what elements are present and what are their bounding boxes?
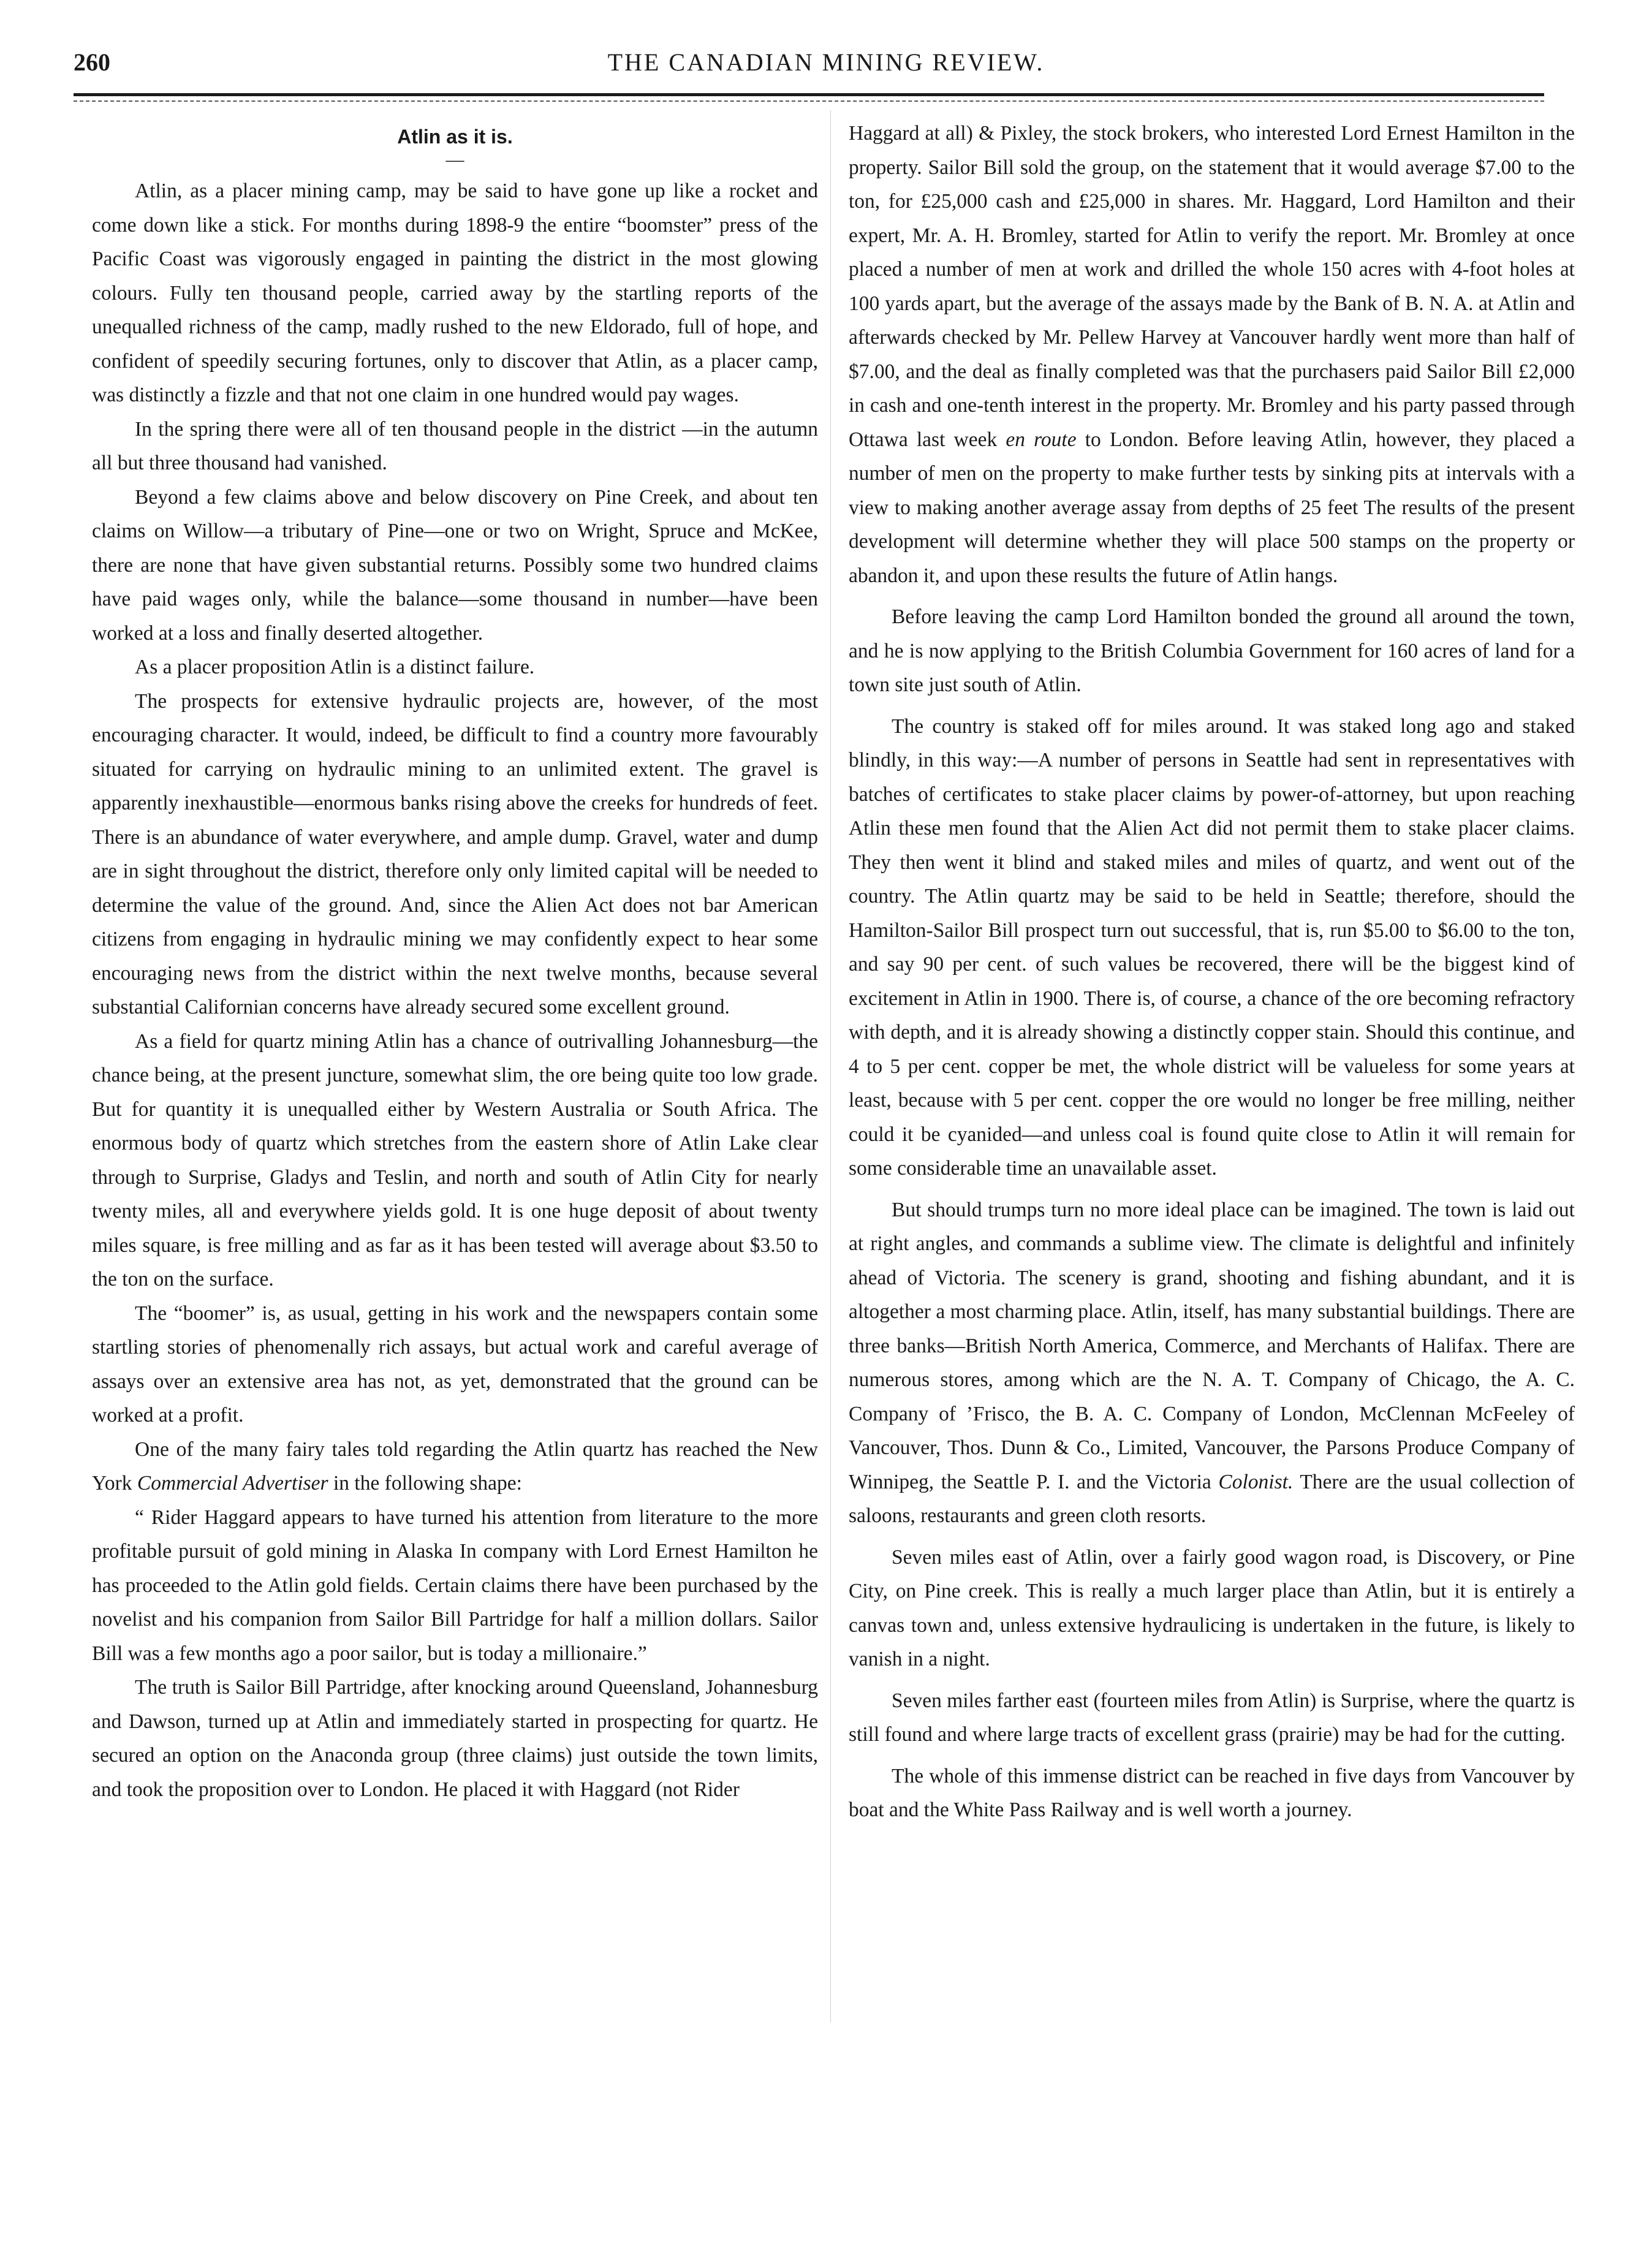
paragraph-text: There are the usual collection of saloons, restaurants and green cloth resorts. — [849, 1470, 1575, 1527]
left-column — [92, 116, 818, 2224]
page-number: 260 — [74, 48, 110, 76]
paragraph: The whole of this immense district can be reached in five days from Vancouver by boat and the White Pass Railway and is well worth a journey. — [849, 1764, 1575, 1821]
italic-phrase: en route — [1006, 428, 1077, 451]
newspaper-title: Commercial Advertiser — [137, 1472, 328, 1495]
paragraph-text: to London. Before leaving Atlin, however, they placed a number of men on the property to make further tests by sinking pits at intervals with a view to making another average assay from depths of 25 feet The results of the present development will determine whether they will place 500 stamps on the property or abandon it, and upon these results the future of Atlin hangs. — [849, 428, 1575, 587]
paragraph: The “boomer” is, as usual, getting in his work and the newspapers contain some startling stories of phenomenally rich assays, but actual work and careful average of assays over an extensive area has not, as yet, demonstrated that the ground can be worked at a profit. — [92, 1302, 818, 1427]
paragraph-text: Haggard at all) & Pixley, the stock brokers, who interested Lord Ernest Hamilton in the property. Sailor Bill sold the group, on the statement that it would average $7.00 to the ton, for £25,000 cash and £25,000 in shares. Mr. Haggard, Lord Hamilton and their expert, Mr. A. H. Bromley, started for Atlin to verify the report. Mr. Bromley at once placed a number of men at work and drilled the whole 150 acres with 4-foot holes at 100 yards apart, but the average of the assays made by the Bank of B. N. A. at Atlin and afterwards checked by Mr. Pellew Harvey at Vancouver hardly went more than half of $7.00, and the deal as finally completed was that the purchasers paid Sailor Bill £2,000 in cash and one-tenth interest in the property. Mr. Bromley and his party passed through Ottawa last week — [849, 122, 1575, 451]
paragraph: Atlin, as a placer mining camp, may be said to have gone up like a rocket and come down like a stick. For months during 1898-9 the entire “boomster” press of the Pacific Coast was vigorously engaged in painting the district in the most glowing colours. Fully ten thousand people, carried away by the startling reports of the unequalled richness of the camp, madly rushed to the new Eldorado, full of hope, and confident of speedily securing fortunes, only to discover that Atlin, as a placer camp, was distinctly a fizzle and that not one claim in one hundred would pay wages. — [92, 180, 818, 406]
newspaper-title: Colonist. — [1218, 1470, 1294, 1493]
paragraph: As a placer proposition Atlin is a distinct failure. — [135, 656, 535, 678]
article-title: Atlin as it is. — [397, 126, 513, 148]
paragraph: Beyond a few claims above and below discovery on Pine Creek, and about ten claims on Willow—a tributary of Pine—one or two on Wright, Spruce and McKee, there are none that have given substantial returns. Possibly some two hundred claims have paid wages only, while the balance—some thousand in number—have been worked at a loss and finally deserted altogether. — [92, 485, 818, 645]
paragraph-town — [849, 1193, 1575, 1533]
paragraph-fairy-tale — [92, 1433, 818, 1501]
right-column — [849, 116, 1575, 2224]
fairy-tale-intro-end: in the following shape: — [328, 1472, 522, 1495]
paragraph: The country is staked off for miles around. It was staked long ago and staked blindly, in this way:—A number of persons in Seattle had sent in representatives with batches of certificates to stake placer claims by power-of-attorney, but upon reaching Atlin these men found that the Alien Act did not permit them to stake placer claims. They then went it blind and staked miles and miles of quartz, and went out of the country. The Atlin quartz may be said to be held in Seattle; therefore, should the Hamilton-Sailor Bill prospect turn out successful, that is, run $5.00 to $6.00 to the ton, and say 90 per cent. of such values be recovered, there will be the biggest kind of excitement in Atlin in 1900. There is, of course, a chance of the ore becoming refractory with depth, and it is already showing a distinctly copper stain. Should this continue, and 4 to 5 per cent. copper be met, the whole district will be valueless for some years at least, because with 5 per cent. copper the ore would no longer be free milling, neither could it be cyanided—and unless coal is found quite close to Atlin it will remain for some considerable time an unavailable asset. — [849, 714, 1575, 1180]
header-rule — [74, 93, 1544, 96]
paragraph: As a field for quartz mining Atlin has a chance of outrivalling Johannesburg—the chance being, at the present juncture, somewhat slim, the ore being quite too low grade. But for quantity it is unequalled either by Western Australia or South Africa. The enormous body of quartz which stretches from the eastern shore of Atlin Lake clear through to Surprise, Gladys and Teslin, and north and south of Atlin City for nearly twenty miles, all and everywhere yields gold. It is one huge deposit of about twenty miles square, is free milling and as far as it has been tested will average about $3.50 to the ton on the surface. — [92, 1029, 818, 1290]
quoted-passage: “ Rider Haggard appears to have turned his attention from literature to the more profitable pursuit of gold mining in Alaska In company with Lord Ernest Hamilton he has proceeded to the Atlin gold fields. Certain claims there have been purchased by the novelist and his companion from Sailor Bill Partridge for half a million dollars. Sailor Bill was a few months ago a poor sailor, but is today a millionaire.” — [92, 1506, 818, 1665]
paragraph: In the spring there were all of ten thousand people in the district —in the autumn all but three thousand had vanished. — [92, 417, 818, 474]
fairy-tale-intro: One of the many fairy tales told regarding the Atlin quartz has reached the New York — [92, 1438, 818, 1495]
column-divider — [830, 110, 831, 2022]
running-head: THE CANADIAN MINING REVIEW. — [607, 48, 1045, 76]
paragraph-continued — [849, 116, 1575, 593]
paragraph: The prospects for extensive hydraulic projects are, however, of the most encouraging character. It would, indeed, be difficult to find a country more favourably situated for carrying on hydraulic mining to an unlimited extent. The gravel is apparently inexhaustible—enormous banks rising above the creeks for hundreds of feet. There is an abundance of water everywhere, and ample dump. Gravel, water and dump are in sight throughout the district, therefore only only limited capital will be needed to determine the value of the ground. And, since the Alien Act does not bar American citizens from engaging in hydraulic mining we may confidently expect to hear some encouraging news from the district within the next twelve months, because several substantial Californian concerns have already secured some excellent ground. — [92, 689, 818, 1018]
paragraph: The truth is Sailor Bill Partridge, after knocking around Queensland, Johannesburg and Dawson, turned up at Atlin and immediately started in prospecting for quartz. He secured an option on the Anaconda group (three claims) just outside the town limits, and took the proposition over to London. He placed it with Haggard (not Rider — [92, 1676, 818, 1801]
title-dash: — — [445, 150, 464, 170]
paragraph: Seven miles farther east (fourteen miles from Atlin) is Surprise, where the quartz is still found and where large tracts of excellent grass (prairie) may be had for the cutting. — [849, 1689, 1575, 1746]
paragraph: Before leaving the camp Lord Hamilton bonded the ground all around the town, and he is now applying to the British Columbia Government for 160 acres of land for a town site just south of Atlin. — [849, 605, 1575, 696]
paragraph-text: But should trumps turn no more ideal place can be imagined. The town is laid out at right angles, and commands a sublime view. The climate is delightful and infinitely ahead of Victoria. The scenery is grand, shooting and fishing abundant, and it is altogether a most charming place. Atlin, itself, has many substantial buildings. There are three banks—British North America, Commerce, and Merchants of Halifax. There are numerous stores, among which are the N. A. T. Company of Chicago, the A. C. Company of ’Frisco, the B. A. C. Company of London, McClennan McFeeley of Vancouver, Thos. Dunn & Co., Limited, Vancouver, the Parsons Produce Company of Winnipeg, the Seattle P. I. and the Victoria — [849, 1198, 1575, 1493]
paragraph: Seven miles east of Atlin, over a fairly good wagon road, is Discovery, or Pine City, on Pine creek. This is really a much larger place than Atlin, but it is entirely a canvas town and, unless extensive hydraulicing is undertaken in the future, is likely to vanish in a night. — [849, 1545, 1575, 1670]
header-rule-dashed — [74, 100, 1544, 102]
